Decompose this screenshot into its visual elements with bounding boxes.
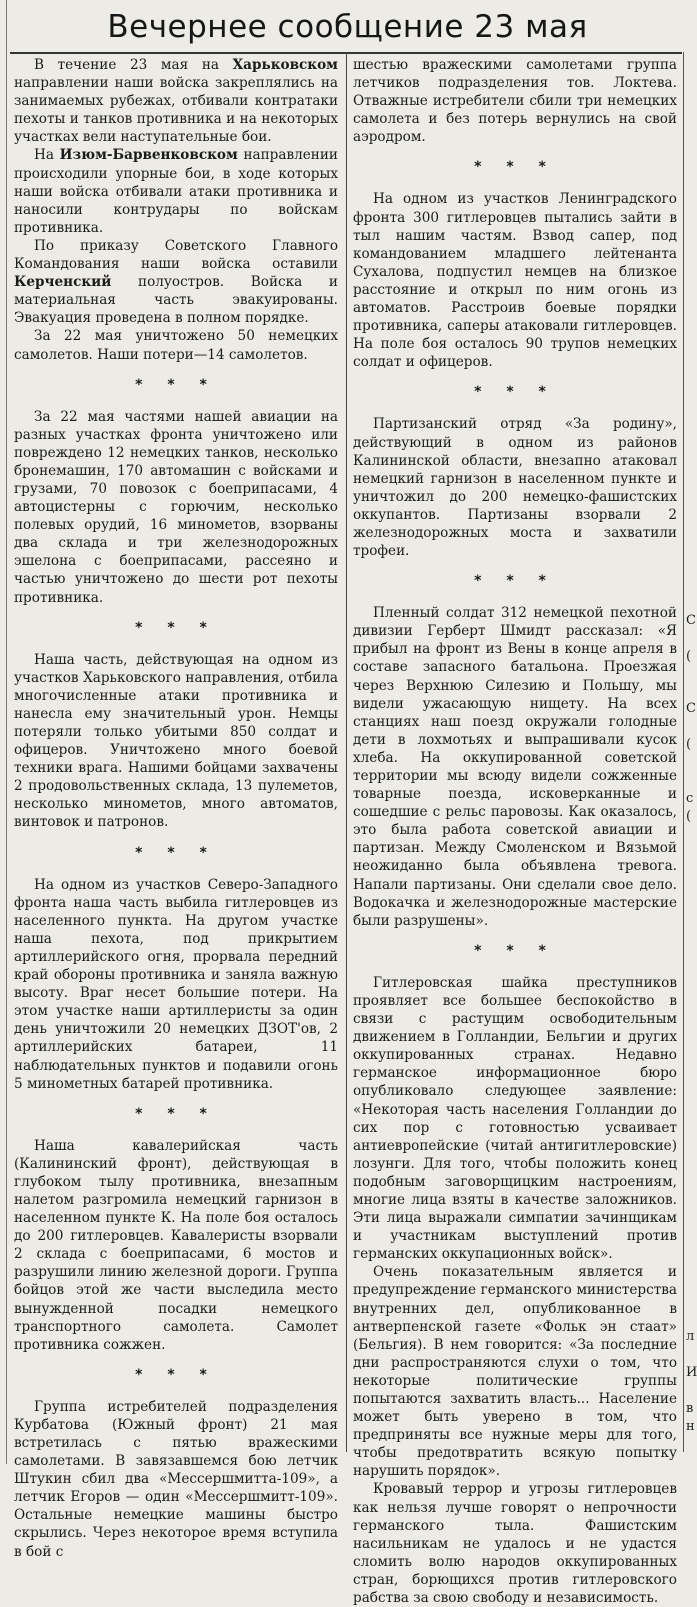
section-separator: * * *: [135, 376, 217, 393]
column-divider: [346, 52, 347, 1452]
section-separator: * * *: [135, 619, 217, 636]
margin-fragment: с: [686, 791, 694, 806]
section-separator: * * *: [135, 1366, 217, 1383]
page-title: Вечернее сообщение 23 мая: [107, 9, 588, 45]
article-paragraph: Гитлеровская шайка преступников проявляет все большее беспокойство в связи с растущим освободительным движением в Голландии, Бельгии и других оккупированных странах. Недавно германское информационное бюро опубликовало следующее заявление: «Некоторая часть населения Голландии до сих пор с готовностью усваивает антиевропейские (читай антигитлеровские) лозунги. Для того, чтобы положить конец подобным заговорщицким настроениям, многие лица взяты в качестве заложников. Эти лица выражали симпатии зачинщикам и участникам выступлений против германских оккупационных войск».: [353, 974, 677, 1263]
article-paragraph: За 22 мая уничтожено 50 немецких самолетов. Наши потери—14 самолетов.: [14, 328, 338, 363]
left-column: [14, 56, 338, 1561]
section-separator: * * *: [474, 159, 556, 176]
margin-fragment: И: [686, 1365, 697, 1380]
article-paragraph: Партизанский отряд «За родину», действующий в одном из районов Калининской области, внезапно атаковал немецкий гарнизон в населенном пункте и уничтожил до 200 немецко-фашистских оккупантов. Партизаны взорвали 2 железнодорожных моста и захватили трофеи.: [353, 416, 677, 560]
margin-fragment: л: [686, 1329, 695, 1344]
right-column-divider: [683, 52, 684, 1452]
article-paragraph: Наша часть, действующая на одном из участков Харьковского направления, отбила многочисленные атаки противника и нанесла ему значительный урон. Немцы потеряли только убитыми 850 солдат и офицеров. Уничтожено много боевой техники врага. Нашими бойцами захвачены 2 продовольственных склада, 13 пулеметов, несколько минометов, много автоматов, винтовок и патронов.: [14, 651, 338, 831]
article-paragraph: Наша кавалерийская часть (Калининский фронт), действующая в глубоком тылу противника, внезапным налетом разгромила немецкий гарнизон в населенном пункте К. На поле боя осталось до 200 гитлеровцев. Кавалеристы взорвали 2 склада с боеприпасами, 6 мостов и разрушили линию железной дороги. Группа бойцов этой же части выследила место вынужденной посадки немецкого транспортного самолета. Самолет противника сожжен.: [14, 1137, 338, 1353]
article-paragraph: На одном из участков Ленинградского фронта 300 гитлеровцев пытались зайти в тыл нашим частям. Взвод сапер, под командованием младшего лейтенанта Сухалова, подпустил немцев на близкое расстояние и открыл по ним огонь из автоматов. Расстроив боевые порядки противника, саперы атаковали гитлеровцев. На поле боя осталось 90 трупов немецких солдат и офицеров.: [353, 191, 677, 371]
margin-fragment: C: [686, 613, 696, 628]
margin-fragment: (: [686, 649, 692, 664]
article-paragraph-continued: шестью вражескими самолетами группа летчиков подразделения тов. Локтева. Отважные истребители сбили три немецких самолета и без потерь вернулись на свой аэродром.: [353, 57, 677, 146]
section-separator: * * *: [135, 1105, 217, 1122]
section-separator: * * *: [135, 844, 217, 861]
article-paragraph: В течение 23 мая на Харьковском направлении наши войска закреплялись на занимаемых рубежах, отбивали контратаки пехоты и танков противника и на некоторых участках вели наступательные бои.: [14, 57, 338, 146]
margin-fragment: (: [686, 809, 692, 824]
section-separator: * * *: [474, 942, 556, 959]
margin-fragment: в: [686, 1401, 694, 1416]
article-paragraph: На одном из участков Северо-Западного фронта наша часть выбила гитлеровцев из населенного пункта. На другом участке наша пехота, под прикрытием артиллерийского огня, прорвала передний край обороны противника и заняла важную высоту. Враг несет большие потери. На этом участке наши артиллеристы за один день уничтожили 20 немецких ДЗОТ'ов, 2 артиллерийских батареи, 11 наблюдательных пунктов и подавили огонь 5 минометных батарей противника.: [14, 876, 338, 1092]
margin-fragment: C: [686, 701, 696, 716]
article-paragraph: По приказу Советского Главного Командования наши войска оставили Керченский полуостров. Войска и материальная часть эвакуированы. Эвакуация проведена в полном порядке.: [14, 237, 338, 327]
bold-place-name: Харьковском: [232, 57, 338, 73]
article-paragraph: Пленный солдат 312 немецкой пехотной дивизии Герберт Шмидт рассказал: «Я прибыл на фронт из Вены в конце апреля в составе запасного батальона. Проезжая через Верхнюю Силезию и Польшу, мы видели ужасающую нищету. На всех станциях наш поезд окружали голодные дети в лохмотьях и выпрашивали кусок хлеба. На оккупированной советской территории мы всюду видели сожженные товарные поезда, исковерканные и сошедшие с рельс паровозы. Как оказалось, это была работа советской авиации и партизан. Между Смоленском и Вязьмой неожиданно была объявлена тревога. Напали партизаны. Они сделали свое дело. Водокачка и железнодорожные мастерские были разрушены».: [353, 605, 677, 929]
section-separator: * * *: [474, 384, 556, 401]
article-paragraph: За 22 мая частями нашей авиации на разных участках фронта уничтожено или повреждено 12 немецких танков, несколько бронемашин, 170 автомашин с войсками и грузами, 70 повозок с боеприпасами, 4 автоцистерны с горючим, несколько полевых орудий, 16 минометов, взорваны два склада и три железнодорожных эшелона с боеприпасами, рассеяно и частью уничтожено до шести рот пехоты противника.: [14, 408, 338, 606]
article-paragraph: Группа истребителей подразделения Курбатова (Южный фронт) 21 мая встретилась с пятью вражескими самолетами. В завязавшемся бою летчик Штукин сбил два «Мессершмитта-109», а летчик Егоров — один «Мессершмитт-109». Остальные немецкие машины быстро скрылись. Через некоторое время вступила в бой с: [14, 1398, 338, 1560]
article-paragraph: Очень показательным является и предупреждение германского министерства внутренних дел, опубликованное в антверпенской газете «Фольк эн стаат» (Бельгия). В нем говорится: «За последние дни распространяются слухи о том, что некоторые политические группы попытаются захватить власть... Население может быть уверено в том, что предприняты все нужные меры для того, чтобы предотвратить всякую попытку нарушить порядок».: [353, 1264, 677, 1480]
article-paragraph: На Изюм-Барвенковском направлении происходили упорные бои, в ходе которых наши войска отбивали атаки противника и наносили контрудары по войскам противника.: [14, 147, 338, 236]
bold-place-name: Изюм-Барвенковском: [59, 147, 238, 164]
section-separator: * * *: [474, 573, 556, 590]
bold-place-name: Керченский: [14, 274, 112, 291]
page-edge-line: [6, 0, 7, 1464]
margin-fragment: н: [686, 1419, 695, 1434]
margin-fragment: (: [686, 737, 692, 752]
article-paragraph: Кровавый террор и угрозы гитлеровцев как нельзя лучше говорят о непрочности германского тыла. Фашистским насильникам не удалось и не удастся сломить волю народов оккупированных стран, борющихся против гитлеровского рабства за свою свободу и независимость.: [353, 1481, 677, 1607]
right-column: [353, 56, 677, 1607]
